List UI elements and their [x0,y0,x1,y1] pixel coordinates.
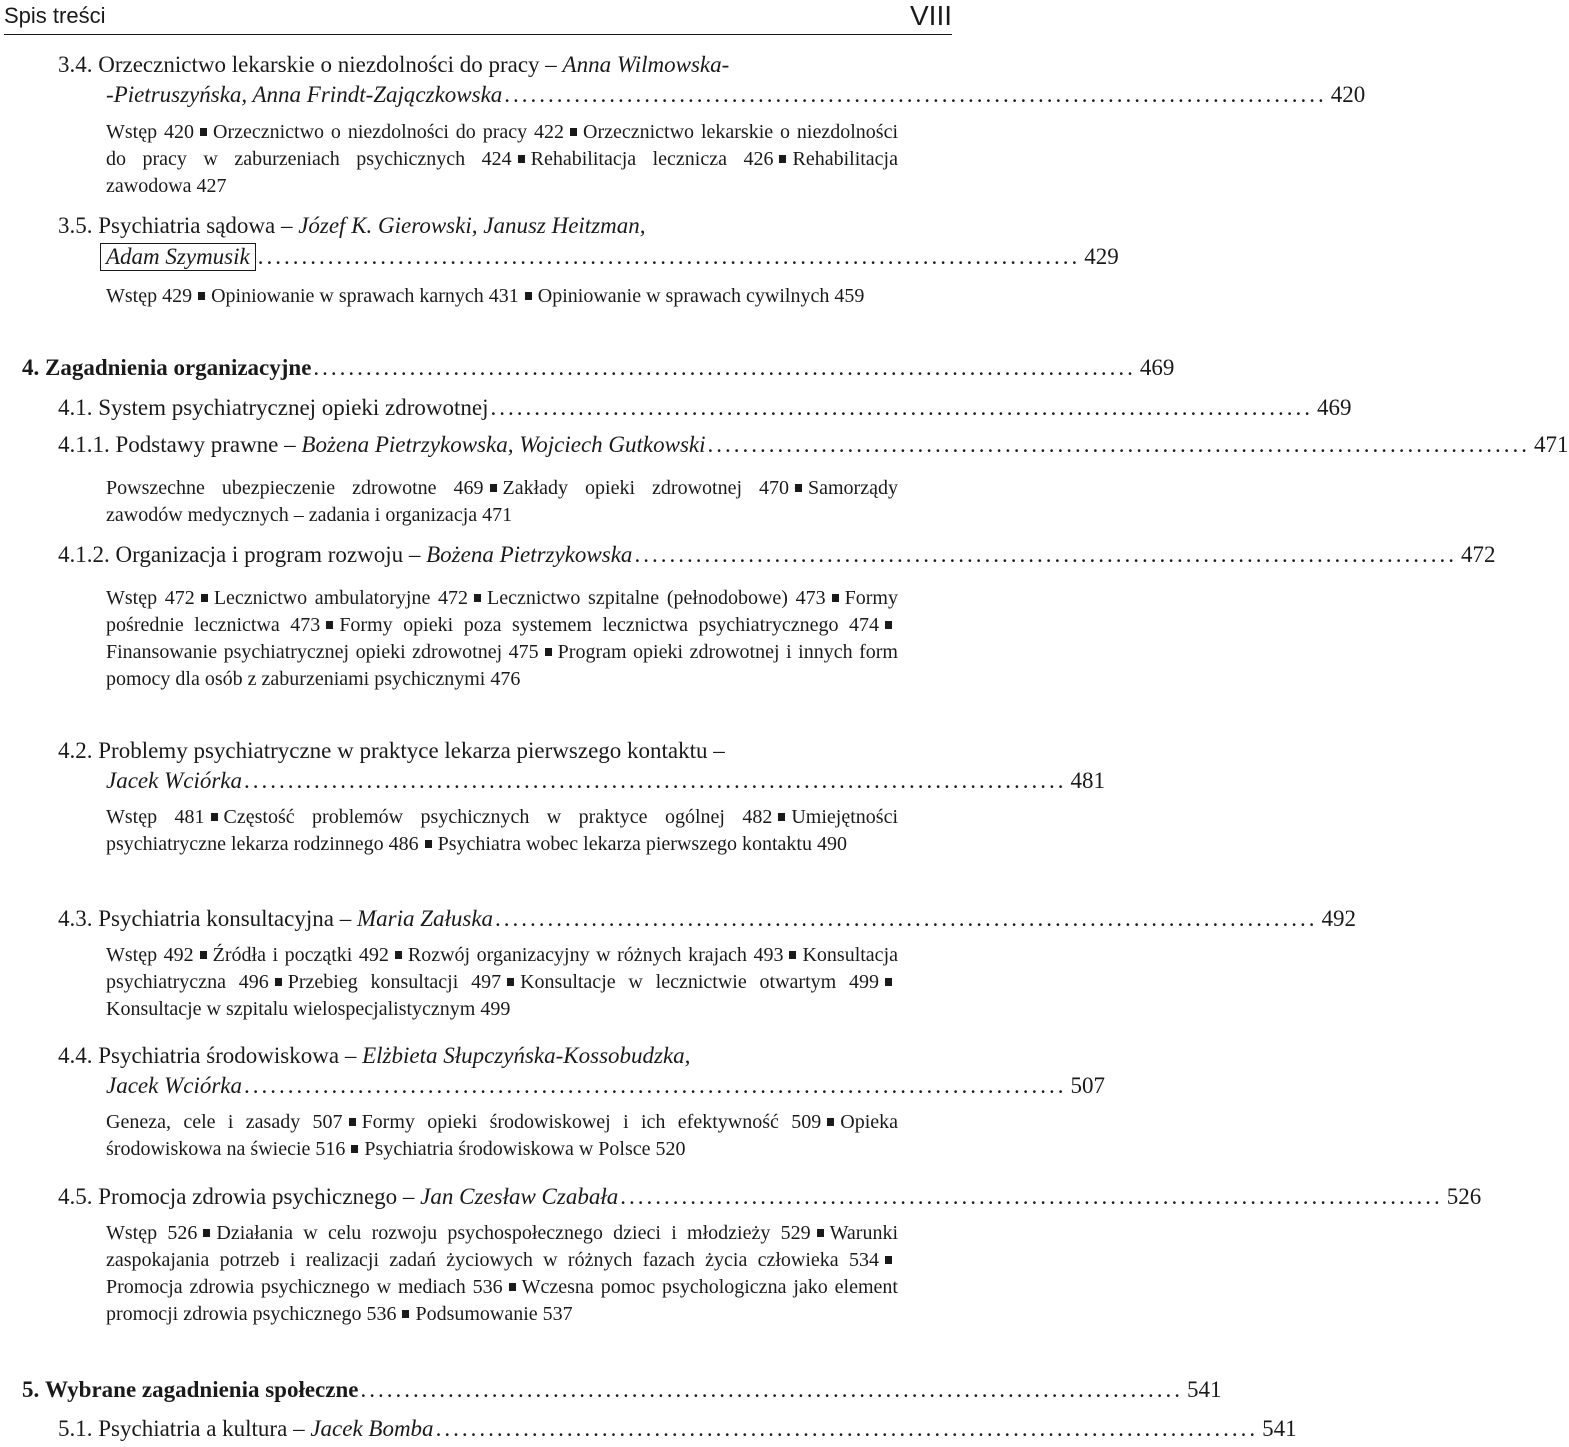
bullet-icon [518,155,525,163]
dot-leader: .............................................................................................. [244,1073,1067,1098]
bullet-icon [349,1118,356,1126]
bullet-icon [795,484,802,492]
entry-description-4-4: Geneza, cele i zasady 507 Formy opieki środowiskowej i ich efektywność 509 Opieka środowiskowa na świecie 516 Psychiatria środowiskowa w Polsce 520 [106,1111,899,1160]
toc-entry-4-4[interactable]: 4.4. Psychiatria środowiskowa – Elżbieta Słupczyńska-Kossobudzka, Jacek Wciórka .............................................................................................. 507 [58,1043,1106,1098]
entry-number: 4.3. [58,906,93,931]
entry-authors: Maria Załuska [356,906,494,931]
entry-title: Psychiatria sądowa [98,213,276,238]
dot-leader: .............................................................................................. [244,768,1067,793]
bullet-icon [326,621,333,629]
entry-page: 472 [1460,542,1496,567]
entry-page: 492 [1321,906,1357,931]
entry-page: 420 [1330,82,1366,107]
bullet-icon [490,484,497,492]
toc-chapter-4[interactable] [22,355,1175,385]
toc-entry-3-5[interactable]: 3.5. Psychiatria sądowa – Józef K. Gierowski, Janusz Heitzman, Adam Szymusik .............................................................................................. 429 [58,213,1119,269]
entry-authors: Anna Wilmowska- [562,52,730,77]
entry-page: 469 [1139,355,1175,380]
bullet-icon [832,594,839,602]
entry-title: Orzecznictwo lekarskie o niezdolności do pracy [98,52,540,77]
toc-entry-4-5[interactable]: 4.5. Promocja zdrowia psychicznego – Jan Czesław Czabała .............................................................................................. 526 [58,1184,1482,1209]
entry-title: System psychiatrycznej opieki zdrowotnej [98,395,489,420]
entry-page: 541 [1262,1416,1297,1441]
entry-number: 4.1.1. [58,432,110,457]
entry-page: 481 [1070,768,1106,793]
entry-authors: Józef K. Gierowski, Janusz Heitzman, [298,213,646,238]
entry-number: 5. [22,1377,40,1402]
entry-page: 429 [1084,244,1119,269]
entry-title: Podstawy prawne [115,432,279,457]
dot-leader: .............................................................................................. [490,395,1314,420]
dot-leader: .............................................................................................. [504,82,1327,107]
dot-leader: .............................................................................................. [707,432,1531,457]
entry-number: 4.1. [58,395,93,420]
entry-page: 471 [1534,432,1569,457]
entry-authors: Bożena Pietrzykowska [426,542,633,567]
toc-entry-4-1-2[interactable]: 4.1.2. Organizacja i program rozwoju – Bożena Pietrzykowska .............................................................................................. 472 [58,542,1496,567]
page-header [4,0,952,35]
entry-number: 4.1.2. [58,542,110,567]
bullet-icon [509,1283,516,1291]
entry-title: Organizacja i program rozwoju [115,542,404,567]
entry-title: Promocja zdrowia psychicznego [98,1184,398,1209]
dot-leader: .............................................................................................. [435,1416,1259,1441]
entry-description-4-1-2: Wstęp 472 Lecznictwo ambulatoryjne 472 Lecznictwo szpitalne (pełnodobowe) 473 Formy pośrednie lecznictwa 473 Formy opieki poza systemem lecznictwa psychiatrycznego 474Finansowanie psychiatrycznej opieki zdrowotnej 475 Program opieki zdrowotnej i innych form pomocy dla osób z zaburzeniami psychicznymi 476 [106,587,898,690]
running-header-section: Spis treści [4,3,106,28]
dot-leader: .............................................................................................. [495,906,1318,931]
running-header-page-number: VIII [909,0,952,31]
bullet-icon [201,594,208,602]
bullet-icon [778,813,785,821]
entry-authors: Jacek Bomba [310,1416,434,1441]
bullet-icon [525,292,532,300]
bullet-icon [200,128,207,136]
bullet-icon [545,648,552,656]
bullet-icon [779,155,786,163]
entry-description-4-5: Wstęp 526 Działania w celu rozwoju psychospołecznego dzieci i młodzieży 529 Warunki zaspokajania potrzeb i realizacji zadań życiowych w różnych fazach życia człowieka 534Promocja zdrowia psychicznego w mediach 536 Wczesna pomoc psychologiczna jako element promocji zdrowia psychicznego 536 Podsumowanie 537 [106,1222,898,1325]
entry-description-3-5: Wstęp 429 Opiniowanie w sprawach karnych 431 Opiniowanie w sprawach cywilnych 459 [106,285,865,307]
bullet-icon [198,292,205,300]
entry-number: 5.1. [58,1416,93,1441]
bullet-icon [817,1229,824,1237]
entry-description-4-3: Wstęp 492 Źródła i początki 492 Rozwój organizacyjny w różnych krajach 493 Konsultacja psychiatryczna 496 Przebieg konsultacji 497 Konsultacje w lecznictwie otwartym 499Konsultacje w szpitalu wielospecjalistycznym 499 [106,944,898,1020]
entry-title: Psychiatria konsultacyjna [98,906,334,931]
entry-number: 4.4. [58,1043,93,1068]
bullet-icon [827,1118,834,1126]
dot-leader: .............................................................................................. [634,542,1457,567]
entry-authors: Jacek Wciórka [106,768,243,793]
bullet-icon [200,951,207,959]
toc-entry-4-2[interactable]: 4.2. Problemy psychiatryczne w praktyce lekarza pierwszego kontaktu – Jacek Wciórka .............................................................................................. 481 [58,738,1106,793]
dot-leader: .............................................................................................. [313,355,1136,380]
bullet-icon [885,1256,892,1264]
entry-authors-deceased: Adam Szymusik [100,243,256,271]
toc-entry-3-4[interactable]: 3.4. Orzecznictwo lekarskie o niezdolności do pracy – Anna Wilmowska- -Pietruszyńska, Anna Frindt-Zajączkowska .............................................................................................. 420 [58,52,1366,107]
bullet-icon [474,594,481,602]
bullet-icon [789,951,796,959]
toc-chapter-5[interactable] [22,1377,1222,1407]
dot-leader: .............................................................................................. [360,1377,1183,1402]
bullet-icon [275,978,282,986]
entry-authors-cont: -Pietruszyńska, Anna Frindt-Zajączkowska [106,82,503,107]
entry-authors: Bożena Pietrzykowska, Wojciech Gutkowski [301,432,706,457]
entry-number: 3.4. [58,52,93,77]
bullet-icon [203,1229,210,1237]
entry-number: 3.5. [58,213,93,238]
entry-description-4-2: Wstęp 481 Częstość problemów psychicznych w praktyce ogólnej 482 Umiejętności psychiatryczne lekarza rodzinnego 486 Psychiatra wobec lekarza pierwszego kontaktu 490 [106,806,898,855]
bullet-icon [211,813,218,821]
entry-authors-cont: Jacek Wciórka [106,1073,243,1098]
entry-description-3-4: Wstęp 420 Orzecznictwo o niezdolności do pracy 422 Orzecznictwo lekarskie o niezdolności do pracy w zaburzeniach psychicznych 424 Rehabilitacja lecznicza 426 Rehabilitacja zawodowa 427 [106,121,899,197]
bullet-icon [395,951,402,959]
bullet-icon [885,978,892,986]
entry-authors: Jan Czesław Czabała [420,1184,619,1209]
bullet-icon [507,978,514,986]
bullet-icon [885,621,892,629]
toc-entry-4-1[interactable] [58,395,1352,425]
entry-title: Wybrane zagadnienia społeczne [45,1377,359,1402]
toc-entry-5-1[interactable]: 5.1. Psychiatria a kultura – Jacek Bomba .............................................................................................. 541 [58,1416,1297,1441]
entry-page: 507 [1070,1073,1106,1098]
entry-page: 541 [1186,1377,1222,1402]
entry-title: Psychiatria a kultura [98,1416,288,1441]
dot-leader: .............................................................................................. [620,1184,1443,1209]
entry-title: Zagadnienia organizacyjne [45,355,312,380]
entry-number: 4.5. [58,1184,93,1209]
bullet-icon [351,1145,358,1153]
entry-title: Problemy psychiatryczne w praktyce lekarza pierwszego kontaktu [98,738,708,763]
toc-entry-4-3[interactable]: 4.3. Psychiatria konsultacyjna – Maria Załuska .............................................................................................. 492 [58,906,1357,931]
entry-page: 469 [1317,395,1352,420]
bullet-icon [402,1310,409,1318]
entry-title: Psychiatria środowiskowa [98,1043,340,1068]
dot-leader: .............................................................................................. [257,244,1081,269]
bullet-icon [570,128,577,136]
toc-entry-4-1-1[interactable]: 4.1.1. Podstawy prawne – Bożena Pietrzykowska, Wojciech Gutkowski .............................................................................................. 471 [58,432,1569,457]
entry-page: 526 [1446,1184,1482,1209]
entry-number: 4. [22,355,40,380]
bullet-icon [425,840,432,848]
entry-number: 4.2. [58,738,93,763]
entry-description-4-1-1: Powszechne ubezpieczenie zdrowotne 469 Zakłady opieki zdrowotnej 470 Samorządy zawodów medycznych – zadania i organizacja 471 [106,477,898,526]
entry-authors: Elżbieta Słupczyńska-Kossobudzka, [362,1043,691,1068]
